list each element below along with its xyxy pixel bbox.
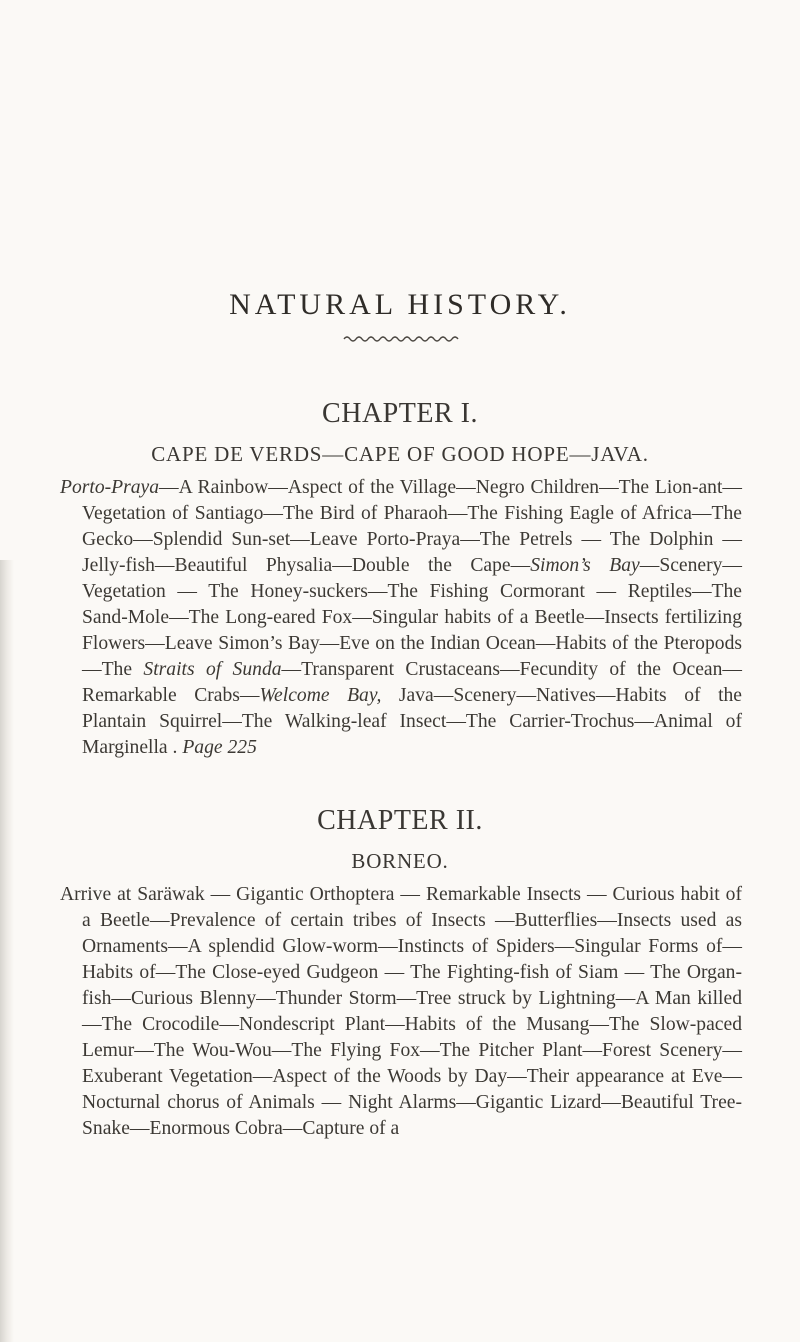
chapter-1-heading: CHAPTER I. <box>322 398 478 429</box>
place-straits-of-sunda: Straits of Sunda <box>143 659 282 680</box>
wavy-rule-ornament <box>343 334 461 344</box>
summary-text: —A Rainbow—Aspect of the Village—Negro Children—The Lion-ant—Vegetation of Santiago—The Bird of Pharaoh—The Fishing Eagle of Africa—The Gecko—Splendid Sun-set—Leave Porto-Praya—The Petrels — The Dolphin — Jelly-fish—Beautiful Physalia—Double the Cape— <box>82 477 742 576</box>
chapter-2-subtitle: BORNEO. <box>351 849 449 873</box>
chapter-2-heading: CHAPTER II. <box>317 805 483 836</box>
place-porto-praya: Porto-Praya <box>60 477 160 498</box>
chapter-1-subtitle: CAPE DE VERDS—CAPE OF GOOD HOPE—JAVA. <box>151 442 649 466</box>
running-title: NATURAL HISTORY. <box>229 288 571 321</box>
summary-text: Java—Scenery—Natives—Habits of the Plantain Squirrel—The Walking-leaf Insect—The Carrier-Trochus—Animal of Marginella <box>82 685 742 758</box>
summary-text: Arrive at Saräwak — Gigantic Orthoptera — Remarkable Insects — Curious habit of a Beetle—Prevalence of certain tribes of Insects —Butterflies—Insects used as Ornaments—A splendid Glow-worm—Instincts of Spiders—Singular Forms of—Habits of—The Close-eyed Gudgeon — The Fighting-fish of Siam — The Organ-fish—Curious Blenny—Thunder Storm—Tree struck by Lightning—A Man killed—The Crocodile—Nondescript Plant—Habits of the Musang—The Slow-paced Lemur—The Wou-Wou—The Flying Fox—The Pitcher Plant—Forest Scenery—Exuberant Vegetation—Aspect of the Woods by Day—Their appearance at Eve—Nocturnal chorus of Animals — Night Alarms—Gigantic Lizard—Beautiful Tree-Snake—Enormous Cobra—Capture of a <box>60 884 742 1139</box>
binding-gutter-shadow <box>0 560 14 1342</box>
summary-text: —Scenery—Vegetation — The Honey-suckers—The Fishing Cormorant — Reptiles—The Sand-Mole—The Long-eared Fox—Singular habits of a Beetle—Insects fertilizing Flowers—Leave Simon’s Bay—Eve on the Indian Ocean—Habits of the Pteropods—The <box>82 555 743 680</box>
place-welcome-bay: Welcome Bay, <box>259 685 382 706</box>
chapter-2-summary <box>60 882 742 1142</box>
chapter-1-summary <box>60 475 742 761</box>
dot-leader: . <box>167 737 183 758</box>
summary-text: —Transparent Crustaceans—Fecundity of the Ocean—Remarkable Crabs— <box>82 659 742 706</box>
place-simons-bay: Simon’s Bay <box>530 555 640 576</box>
page-reference: Page 225 <box>182 737 257 758</box>
